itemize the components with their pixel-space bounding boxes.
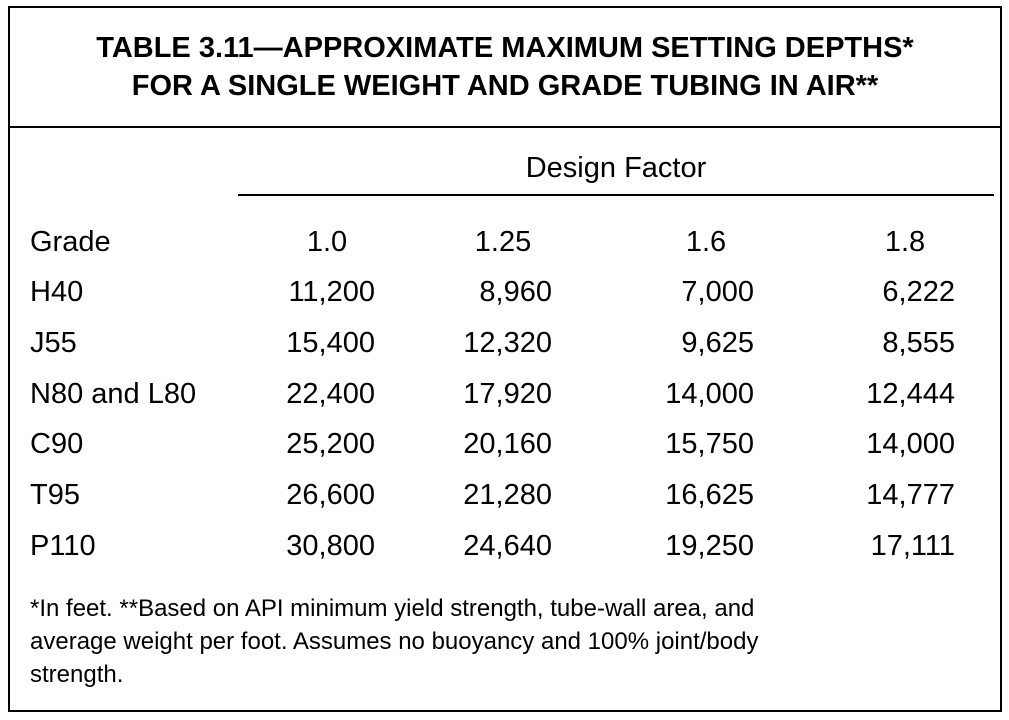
header-factor-3: 1.6	[685, 226, 727, 258]
value-cell: 8,960	[479, 276, 552, 308]
design-factor-header: Design Factor	[525, 152, 707, 184]
footnote-line: *In feet. **Based on API minimum yield strength, tube-wall area, and	[30, 595, 755, 622]
value-cell: 17,111	[870, 530, 955, 562]
value-cell: 11,200	[288, 276, 375, 308]
value-cell: 24,640	[463, 530, 552, 562]
table-row	[10, 270, 1000, 314]
grade-cell: T95	[30, 479, 80, 511]
header-grade: Grade	[30, 226, 111, 258]
grade-cell: C90	[30, 428, 84, 460]
value-cell: 12,444	[866, 378, 955, 410]
header-factor-2: 1.25	[474, 226, 532, 258]
table-title-line-2: FOR A SINGLE WEIGHT AND GRADE TUBING IN AIR**	[131, 70, 879, 102]
design-factor-rule	[238, 194, 994, 196]
table-row	[10, 473, 1000, 517]
value-cell: 9,625	[681, 327, 754, 359]
table-row	[10, 422, 1000, 466]
grade-cell: J55	[30, 327, 77, 359]
value-cell: 25,200	[286, 428, 375, 460]
value-cell: 15,750	[665, 428, 754, 460]
value-cell: 26,600	[286, 479, 375, 511]
value-cell: 14,000	[665, 378, 754, 410]
value-cell: 20,160	[463, 428, 552, 460]
header-factor-4: 1.8	[884, 226, 926, 258]
value-cell: 30,800	[286, 530, 375, 562]
value-cell: 12,320	[463, 327, 552, 359]
grade-cell: N80 and L80	[30, 378, 197, 410]
value-cell: 8,555	[882, 327, 955, 359]
value-cell: 6,222	[882, 276, 955, 308]
header-row	[10, 220, 1000, 264]
table-footnote	[30, 592, 980, 691]
table-row	[10, 321, 1000, 365]
title-box	[10, 8, 1000, 128]
grade-cell: P110	[30, 530, 96, 562]
value-cell: 15,400	[286, 327, 375, 359]
value-cell: 7,000	[681, 276, 754, 308]
table-row	[10, 524, 1000, 568]
value-cell: 21,280	[463, 479, 552, 511]
table-row	[10, 372, 1000, 416]
footnote-line: strength.	[30, 661, 124, 688]
value-cell: 14,000	[866, 428, 955, 460]
table-title-line-1: TABLE 3.11—APPROXIMATE MAXIMUM SETTING DEPTHS*	[96, 32, 914, 64]
value-cell: 19,250	[665, 530, 754, 562]
grade-cell: H40	[30, 276, 84, 308]
value-cell: 16,625	[665, 479, 754, 511]
value-cell: 22,400	[286, 378, 375, 410]
table-frame	[8, 6, 1002, 712]
value-cell: 14,777	[866, 479, 955, 511]
value-cell: 17,920	[463, 378, 552, 410]
header-factor-1: 1.0	[306, 226, 348, 258]
footnote-line: average weight per foot. Assumes no buoyancy and 100% joint/body	[30, 628, 759, 655]
